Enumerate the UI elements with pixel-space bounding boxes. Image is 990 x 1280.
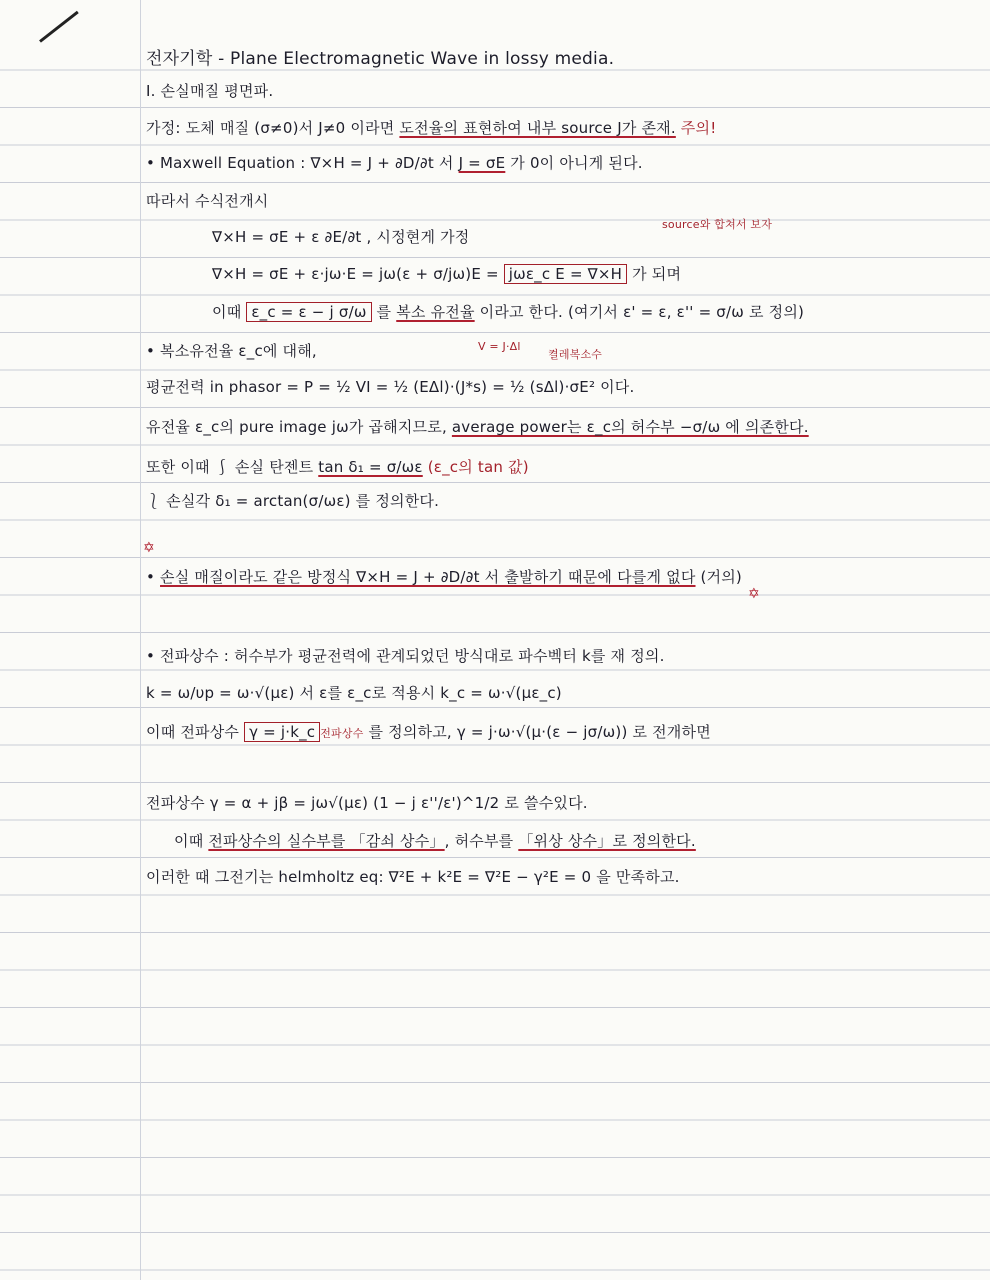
maxwell-tail: 가 0이 아니게 된다. [505,154,643,172]
gamma-annotation: 전파상수 [320,727,364,740]
gd-tail: 를 정의하고, γ = j·ω·√(μ·(ε − jσ/ω)) 로 전개하면 [363,723,711,741]
helmholtz-line: 이러한 때 그전기는 helmholtz eq: ∇²E + k²E = ∇²E − γ²E = 0 을 만족하고. [146,868,680,886]
curl-h-eq-2-tail: 가 되며 [627,265,682,283]
ap-mid: , 허수부를 [444,832,519,850]
maxwell-line [146,152,643,173]
cp-mid: 를 [371,303,397,321]
curl-h-eq-2-text: ∇×H = σE + ε·jω·E = jω(ε + σ/jω)E = [212,265,504,283]
gamma-expansion-eq: 전파상수 γ = α + jβ = jω√(με) (1 − j ε''/ε')^1/2 로 쓸수있다. [146,794,588,812]
margin-line [140,0,141,1280]
current-density-eq: J = σE [458,154,506,172]
page-title: 전자기학 - Plane Electromagnetic Wave in lossy media. [146,49,615,69]
average-power-eq: 평균전력 in phasor = P = ½ VI = ½ (EΔl)·(J*s) = ½ (sΔl)·σE² 이다. [146,378,635,396]
voltage-annotation: V = J·Δl [478,340,521,353]
source-annotation: source와 합쳐서 보자 [662,218,773,231]
attenuation-phase-line [174,830,696,851]
star-mark: ✡ [143,540,155,556]
gamma-definition-line [146,721,711,742]
curl-h-eq-2 [212,263,681,284]
cp-prefix: 이때 [212,303,247,321]
attenuation-term: 전파상수의 실수부를 「감쇠 상수」 [208,832,445,850]
wavenumber-eq: k = ω/υp = ω·√(με) 서 ε를 ε_c로 적용시 k_c = ω·√(με_c) [146,684,562,702]
loss-tangent-line [146,456,529,477]
ki-tail: (거의) [695,568,742,586]
gd-prefix: 이때 전파상수 [146,723,245,741]
key-insight-underlined: 손실 매질이라도 같은 방정식 ∇×H = J + ∂D/∂t 서 출발하기 때문에 다를게 없다 [160,568,696,586]
complex-permittivity-box: ε_c = ε − j σ/ω [246,302,371,322]
loss-tangent-note: (ε_c의 tan 값) [422,458,529,476]
caution-note: 주의! [675,119,717,137]
key-insight-line [146,566,742,587]
maxwell-text: • Maxwell Equation : ∇×H = J + ∂D/∂t 서 [146,154,459,172]
complex-permittivity-line [212,301,804,322]
star-mark-2: ✡ [748,586,760,602]
assumption-line [146,117,716,138]
cp-tail: 이라고 한다. (여기서 ε' = ε, ε'' = σ/ω 로 정의) [474,303,805,321]
pd-underlined: average power는 ε_c의 허수부 −σ/ω 에 의존한다. [451,418,809,436]
section-heading: I. 손실매질 평면파. [146,82,274,100]
complex-curl-box: jωε_c E = ∇×H [504,264,627,284]
loss-tangent-eq: tan δ₁ = σ/ωε [318,458,423,476]
loss-angle-line: ⎱ 손실각 δ₁ = arctan(σ/ωε) 를 정의한다. [146,492,440,510]
conjugate-annotation: 켤레복소수 [548,348,603,361]
ap-prefix: 이때 [174,832,209,850]
power-dependence-line [146,416,809,437]
phase-term: 「위상 상수」로 정의한다. [518,832,696,850]
curl-h-eq-1: ∇×H = σE + ε ∂E/∂t , 시정현게 가정 [212,228,470,246]
pd-prefix: 유전율 ε_c의 pure image jω가 곱해지므로, [146,418,452,436]
propagation-constant-bullet: • 전파상수 : 허수부가 평균전력에 관계되었던 방식대로 파수벡터 k를 재 정의. [146,647,665,665]
lt-prefix: 또한 이때 ⎰ 손실 탄젠트 [146,458,319,476]
bullet-complex-permittivity: • 복소유전율 ε_c에 대해, [146,342,317,360]
assumption-underlined: 도전율의 표현하여 내부 source J가 존재. [399,119,676,137]
gamma-box: γ = j·k_c [244,722,320,742]
assumption-text: 가정: 도체 매질 (σ≠0)서 J≠0 이라면 [146,119,400,137]
ki-bullet: • [146,568,161,586]
derivation-intro: 따라서 수식전개시 [146,192,269,210]
complex-permittivity-term: 복소 유전율 [396,303,475,321]
